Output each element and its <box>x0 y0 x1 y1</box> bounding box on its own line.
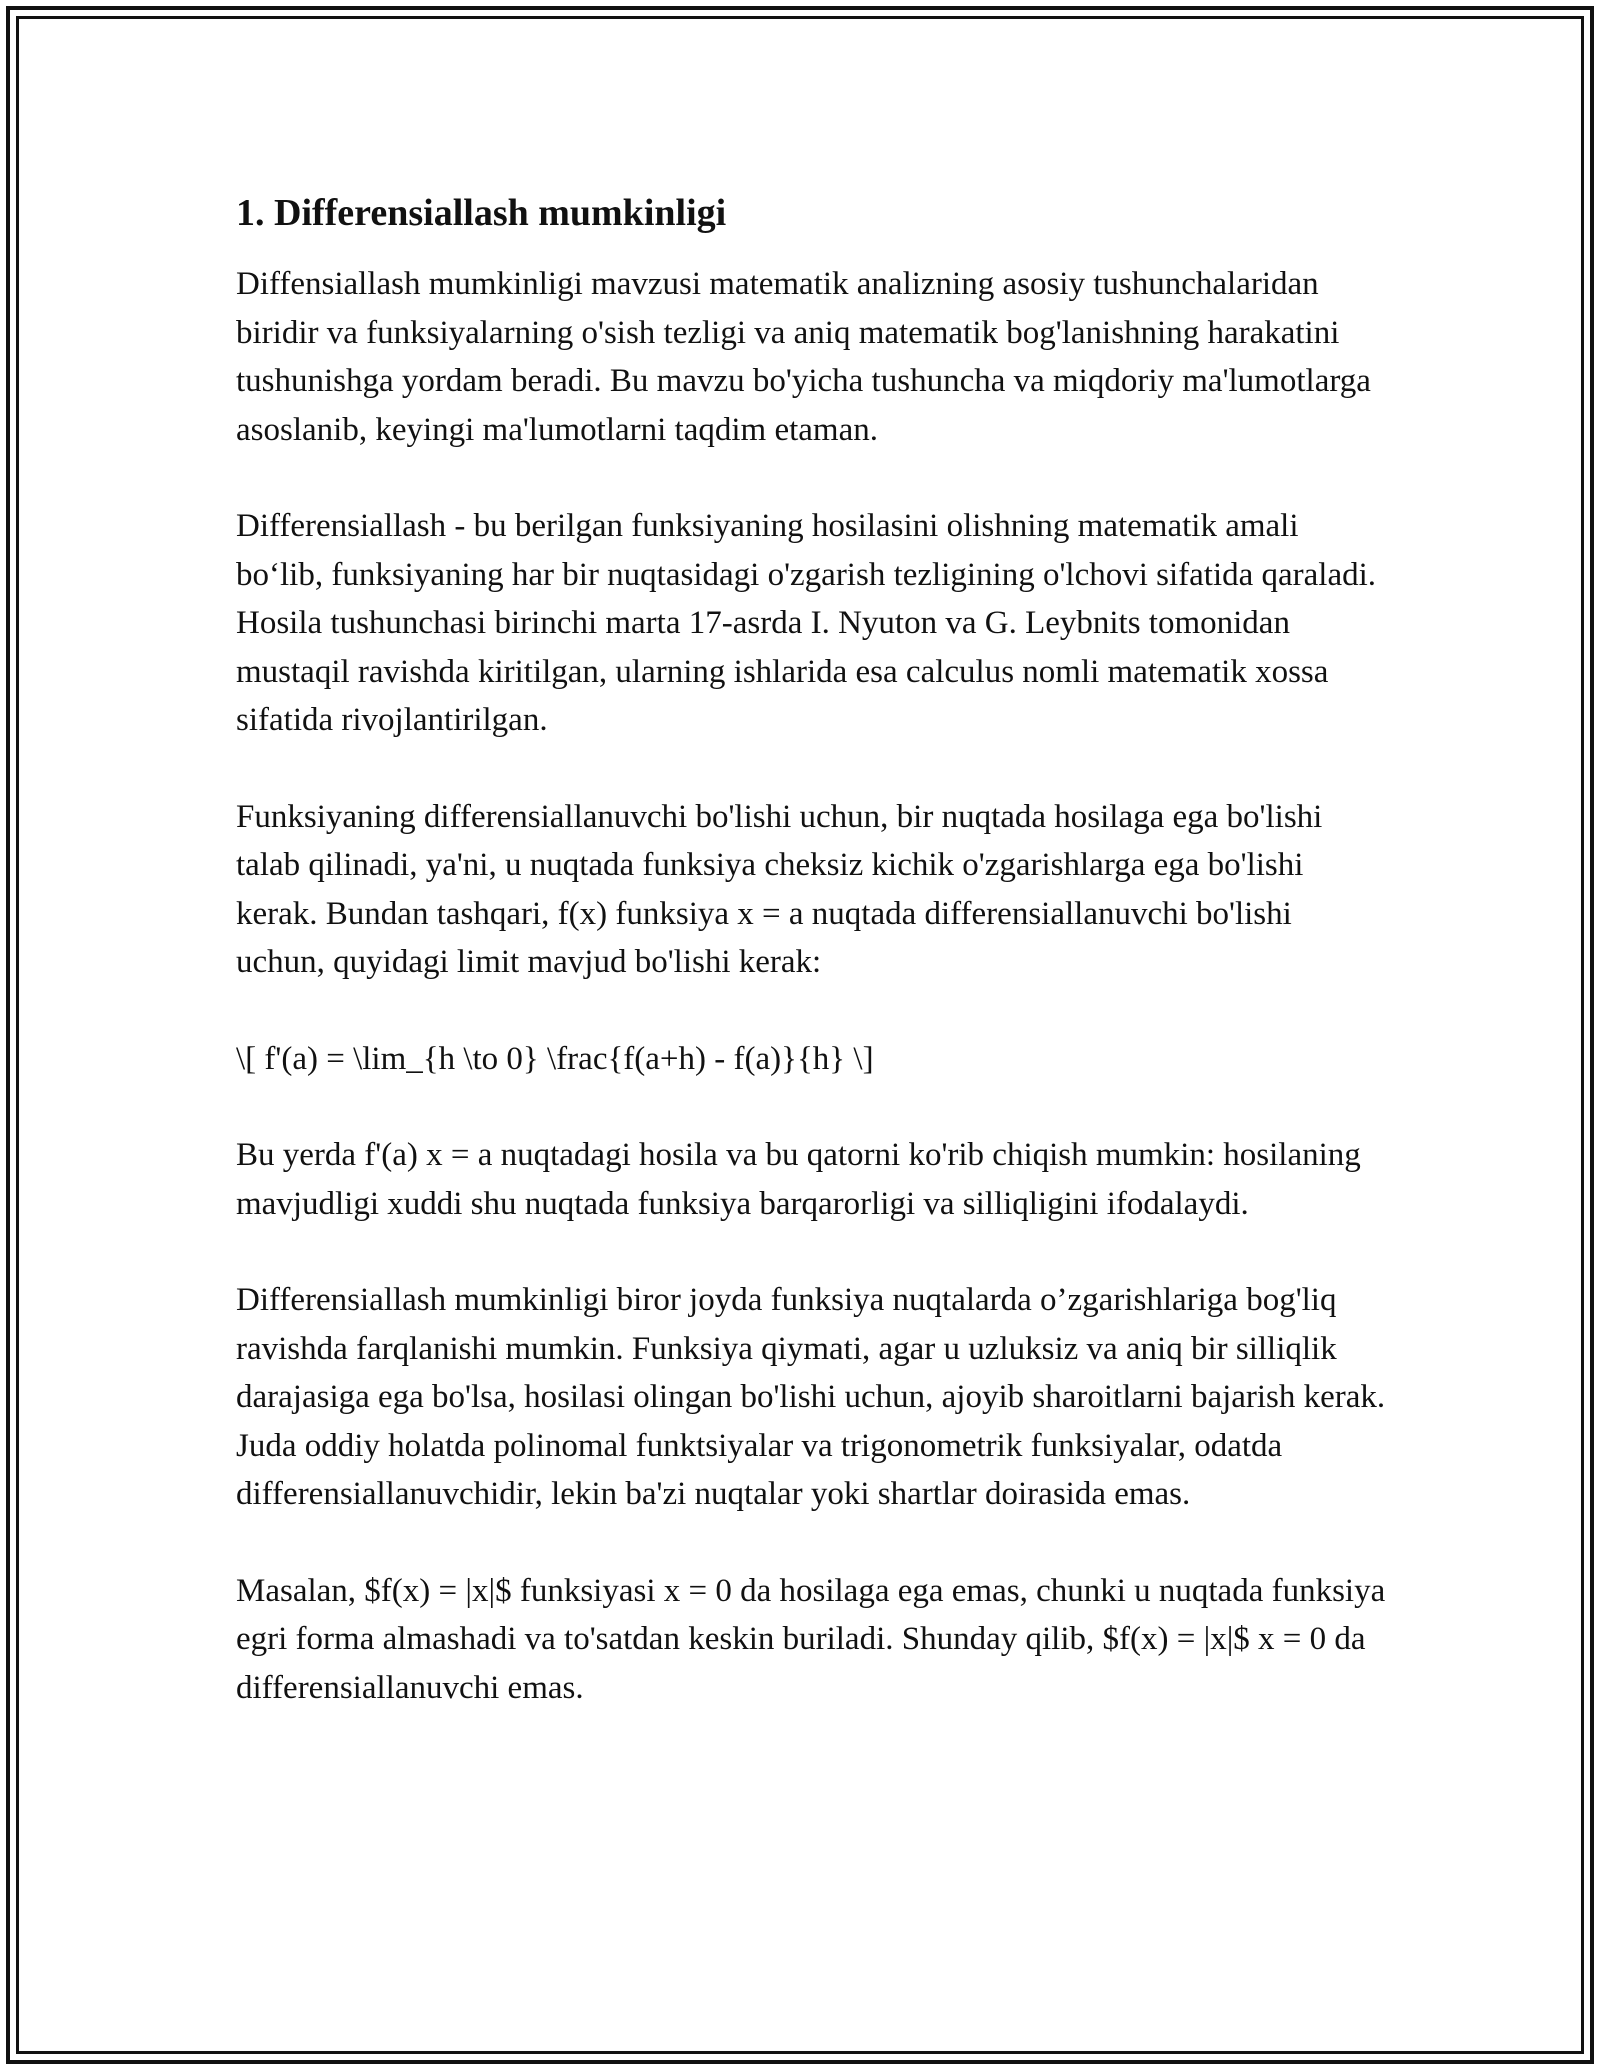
document-body <box>236 186 1386 1760</box>
paragraph-intro: Diffensiallash mumkinligi mavzusi matematik analizning asosiy tushunchalaridan biridir va funksiyalarning o'sish tezligi va aniq matematik bog'lanishning harakatini tushunishga yordam beradi. Bu mavzu bo'yicha tushuncha va miqdoriy ma'lumotlarga asoslanib, keyingi ma'lumotlarni taqdim etaman. <box>236 266 1371 448</box>
section-title: 1. Differensiallash mumkinligi <box>236 192 727 234</box>
paragraph-condition: Funksiyaning differensiallanuvchi bo'lishi uchun, bir nuqtada hosilaga ega bo'lishi talab qilinadi, ya'ni, u nuqtada funksiya cheksiz kichik o'zgarishlarga ega bo'lishi kerak. Bundan tashqari, f(x) funksiya x = a nuqtada differensiallanuvchi bo'lishi uchun, quyidagi limit mavjud bo'lishi kerak: <box>236 798 1323 980</box>
paragraph-explanation: Bu yerda f'(a) x = a nuqtadagi hosila va bu qatorni ko'rib chiqish mumkin: hosilaning mavjudligi xuddi shu nuqtada funksiya barqarorligi va silliqligini ifodalaydi. <box>236 1137 1361 1222</box>
formula-derivative-limit: \[ f'(a) = \lim_{h \to 0} \frac{f(a+h) - f(a)}{h} \] <box>236 1040 874 1077</box>
paragraph-example: Masalan, $f(x) = |x|$ funksiyasi x = 0 da hosilaga ega emas, chunki u nuqtada funksiya egri forma almashadi va to'satdan keskin buriladi. Shunday qilib, $f(x) = |x|$ x = 0 da differensiallanuvchi emas. <box>236 1572 1386 1706</box>
paragraph-differentiability: Differensiallash mumkinligi biror joyda funksiya nuqtalarda o’zgarishlariga bog'liq ravishda farqlanishi mumkin. Funksiya qiymati, agar u uzluksiz va aniq bir silliqlik darajasiga ega bo'lsa, hosilasi olingan bo'lishi uchun, ajoyib sharoitlarni bajarish kerak. Juda oddiy holatda polinomal funktsiyalar va trigonometrik funksiyalar, odatda differensiallanuvchidir, lekin ba'zi nuqtalar yoki shartlar doirasida emas. <box>236 1282 1386 1512</box>
paragraph-definition: Differensiallash - bu berilgan funksiyaning hosilasini olishning matematik amali bo‘lib, funksiyaning har bir nuqtasidagi o'zgarish tezligining o'lchovi sifatida qaraladi. Hosila tushunchasi birinchi marta 17-asrda I. Nyuton va G. Leybnits tomonidan mustaqil ravishda kiritilgan, ularning ishlarida esa calculus nomli matematik xossa sifatida rivojlantirilgan. <box>236 508 1377 738</box>
